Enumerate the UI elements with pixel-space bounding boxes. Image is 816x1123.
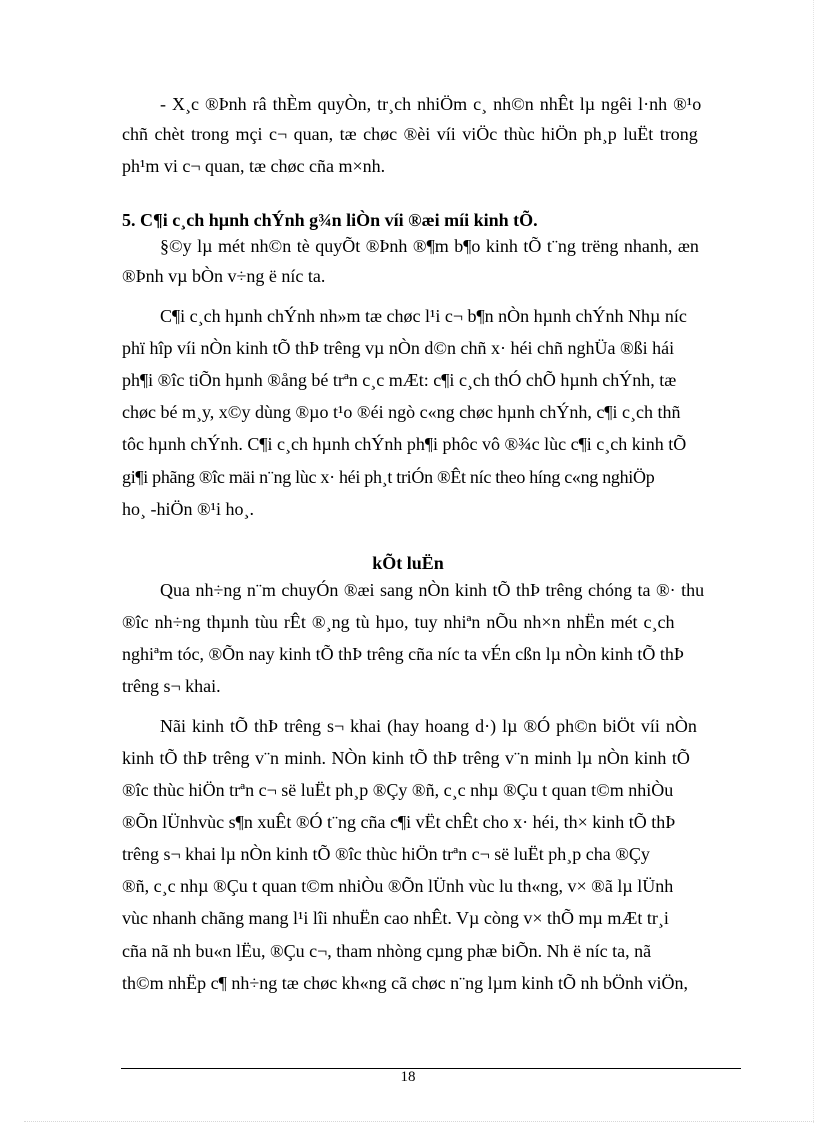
conclusion-line-5: Nãi kinh tÕ thÞ trêng s¬ khai (hay hoang d·) lµ ®Ó ph©n biÖt víi nÒn: [160, 716, 697, 736]
section-line-8: gi¶i phãng ®îc mäi n¨ng lùc x· héi ph¸t triÓn ®Êt níc theo híng c«ng nghiÖp: [122, 467, 655, 487]
intro-line-2: chñ chèt trong mçi c¬ quan, tæ chøc ®èi víi viÖc thùc hiÖn ph¸p luËt trong: [122, 124, 698, 144]
conclusion-line-11: vùc nhanh chãng mang l¹i lîi nhuËn cao nhÊt. Vµ còng v× thÕ mµ mÆt tr¸i: [122, 908, 669, 928]
conclusion-line-1: Qua nh÷ng n¨m chuyÓn ®æi sang nÒn kinh tÕ thÞ trêng chóng ta ®· thu: [160, 580, 705, 600]
section-line-3: C¶i c¸ch hµnh chÝnh nh»m tæ chøc l¹i c¬ b¶n nÒn hµnh chÝnh Nhµ níc: [160, 306, 687, 326]
section-line-7: tôc hµnh chÝnh. C¶i c¸ch hµnh chÝnh ph¶i phôc vô ®¾c lùc c¶i c¸ch kinh tÕ: [122, 434, 687, 454]
page-number: 18: [400, 1069, 416, 1085]
page-right-edge: [813, 0, 814, 1123]
section-line-9: ho¸ -hiÖn ®¹i ho¸.: [122, 499, 255, 519]
page-bottom-edge: [24, 1121, 814, 1122]
intro-line-1: - X¸c ®Þnh râ thÈm quyÒn, tr¸ch nhiÖm c¸ nh©n nhÊt lµ ngêi l·nh ®¹o: [160, 94, 702, 114]
conclusion-line-7: ®îc thùc hiÖn trªn c¬ së luËt ph¸p ®Çy ®ñ, c¸c nhµ ®Çu t quan t©m nhiÒu: [122, 780, 674, 800]
section-line-5: ph¶i ®îc tiÕn hµnh ®ång bé trªn c¸c mÆt: c¶i c¸ch thÓ chÕ hµnh chÝnh, tæ: [122, 370, 677, 390]
section-line-2: ®Þnh vµ bÒn v÷ng ë níc ta.: [122, 266, 326, 286]
conclusion-line-2: ®îc nh÷ng thµnh tùu rÊt ®¸ng tù hµo, tuy nhiªn nÕu nh×n nhËn mét c¸ch: [122, 612, 675, 632]
section-heading: 5. C¶i c¸ch hµnh chÝnh g¾n liÒn víi ®æi míi kinh tÕ.: [122, 210, 538, 230]
conclusion-line-9: trêng s¬ khai lµ nÒn kinh tÕ ®îc thùc hiÖn trªn c¬ së luËt ph¸p cha ®Çy: [122, 844, 650, 864]
conclusion-line-6: kinh tÕ thÞ trêng v¨n minh. NÒn kinh tÕ thÞ trêng v¨n minh lµ nÒn kinh tÕ: [122, 748, 690, 768]
conclusion-line-13: th©m nhËp c¶ nh÷ng tæ chøc kh«ng cã chøc n¨ng lµm kinh tÕ nh bÖnh viÖn,: [122, 973, 689, 993]
section-line-4: phï hîp víi nÒn kinh tÕ thÞ trêng vµ nÒn d©n chñ x· héi chñ nghÜa ®ßi hái: [122, 338, 675, 358]
conclusion-line-3: nghiªm tóc, ®Õn nay kinh tÕ thÞ trêng cña níc ta vÉn cßn lµ nÒn kinh tÕ thÞ: [122, 644, 684, 664]
section-line-1: §©y lµ mét nh©n tè quyÕt ®Þnh ®¶m b¶o kinh tÕ t¨ng trëng nhanh, æn: [160, 236, 699, 256]
intro-line-3: ph¹m vi c¬ quan, tæ chøc cña m×nh.: [122, 156, 386, 176]
conclusion-line-4: trêng s¬ khai.: [122, 676, 221, 696]
conclusion-heading: kÕt luËn: [372, 553, 444, 573]
section-line-6: chøc bé m¸y, x©y dùng ®µo t¹o ®éi ngò c«ng chøc hµnh chÝnh, c¶i c¸ch thñ: [122, 402, 681, 422]
conclusion-line-8: ®Õn lÜnhvùc s¶n xuÊt ®Ó t¨ng cña c¶i vËt chÊt cho x· héi, th× kinh tÕ thÞ: [122, 812, 676, 832]
conclusion-line-12: cña nã nh bu«n lËu, ®Çu c¬, tham nhòng cµng phæ biÕn. Nh ë níc ta, nã: [122, 941, 652, 961]
conclusion-line-10: ®ñ, c¸c nhµ ®Çu t quan t©m nhiÒu ®Õn lÜnh vùc lu th«ng, v× ®ã lµ lÜnh: [122, 876, 674, 896]
